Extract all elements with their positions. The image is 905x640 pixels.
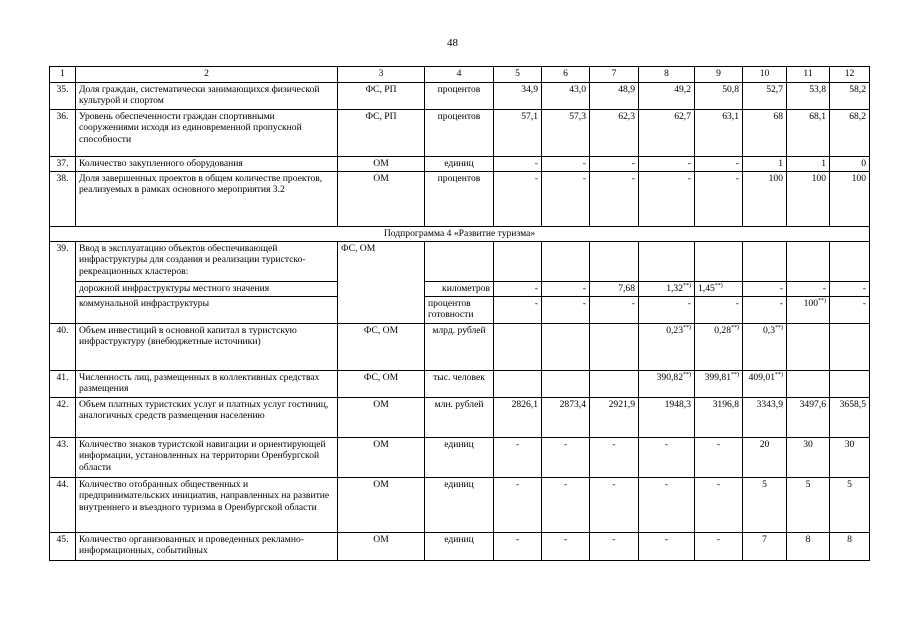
value-cell: 5 bbox=[787, 478, 830, 533]
unit: млн. рублей bbox=[425, 398, 494, 438]
source: ФС, ОМ bbox=[338, 324, 425, 371]
value-cell: - bbox=[590, 172, 639, 227]
value-cell: - bbox=[542, 297, 590, 324]
value-cell: - bbox=[743, 282, 787, 297]
value-text: 409,01 bbox=[748, 372, 775, 383]
source: ОМ bbox=[338, 438, 425, 478]
subprogram-title: Подпрограмма 4 «Развитие туризма» bbox=[50, 227, 870, 242]
value-cell: 30 bbox=[787, 438, 830, 478]
value-cell: 7,68 bbox=[590, 282, 639, 297]
value-cell: 63,1 bbox=[695, 110, 743, 157]
value-cell: 43,0 bbox=[542, 83, 590, 110]
subprogram-header-row bbox=[50, 227, 870, 242]
source: ФС, ОМ bbox=[338, 242, 425, 324]
row-number: 37. bbox=[50, 157, 76, 172]
value-cell: 7 bbox=[743, 533, 787, 561]
footnote-mark: **) bbox=[775, 371, 783, 378]
col-header: 8 bbox=[639, 67, 695, 83]
footnote-mark: **) bbox=[714, 282, 723, 289]
value-cell: 62,3 bbox=[590, 110, 639, 157]
value-cell: - bbox=[639, 533, 695, 561]
value-cell bbox=[639, 371, 695, 398]
value-cell: - bbox=[787, 282, 830, 297]
table-row bbox=[50, 398, 870, 438]
table-row bbox=[50, 242, 870, 282]
value-cell: - bbox=[494, 157, 542, 172]
row-number: 43. bbox=[50, 438, 76, 478]
value-cell: 3497,6 bbox=[787, 398, 830, 438]
table-row bbox=[50, 297, 870, 324]
table-row bbox=[50, 438, 870, 478]
value-cell: - bbox=[494, 282, 542, 297]
source: ОМ bbox=[338, 172, 425, 227]
row-number: 40. bbox=[50, 324, 76, 371]
col-header: 2 bbox=[76, 67, 338, 83]
empty-cell bbox=[787, 242, 830, 282]
col-header: 11 bbox=[787, 67, 830, 83]
value-cell: - bbox=[639, 172, 695, 227]
value-cell bbox=[639, 324, 695, 371]
empty-cell bbox=[695, 242, 743, 282]
value-cell: 2873,4 bbox=[542, 398, 590, 438]
indicator-name: Доля завершенных проектов в общем количестве проектов, реализуемых в рамках основного мероприятия 3.2 bbox=[76, 172, 338, 227]
table-row bbox=[50, 533, 870, 561]
value-cell: - bbox=[590, 438, 639, 478]
value-cell: - bbox=[494, 438, 542, 478]
value-cell: 1 bbox=[787, 157, 830, 172]
col-header: 10 bbox=[743, 67, 787, 83]
value-cell: - bbox=[590, 297, 639, 324]
value-cell: - bbox=[542, 533, 590, 561]
row-number: 42. bbox=[50, 398, 76, 438]
table-row bbox=[50, 110, 870, 157]
value-cell: 100 bbox=[787, 172, 830, 227]
empty-cell bbox=[590, 242, 639, 282]
empty-cell bbox=[494, 242, 542, 282]
indicator-name: Численность лиц, размещенных в коллективных средствах размещения bbox=[76, 371, 338, 398]
source: ФС, ОМ bbox=[338, 371, 425, 398]
source: ОМ bbox=[338, 398, 425, 438]
table-row bbox=[50, 371, 870, 398]
value-cell: 100 bbox=[830, 172, 870, 227]
indicator-name: Объем инвестиций в основной капитал в туристскую инфраструктуру (внебюджетные источники) bbox=[76, 324, 338, 371]
indicator-name: Ввод в эксплуатацию объектов обеспечивающей инфраструктуры для создания и реализации туристско-рекреационных кластеров: bbox=[76, 242, 338, 282]
footnote-mark: **) bbox=[683, 371, 691, 378]
value-cell bbox=[494, 324, 542, 371]
value-cell bbox=[542, 324, 590, 371]
unit: единиц bbox=[425, 478, 494, 533]
indicator-name: Объем платных туристских услуг и платных услуг гостиниц, аналогичных средств размещения населению bbox=[76, 398, 338, 438]
value-cell: 68,2 bbox=[830, 110, 870, 157]
value-cell: 8 bbox=[787, 533, 830, 561]
value-cell: - bbox=[590, 478, 639, 533]
unit: тыс. человек bbox=[425, 371, 494, 398]
value-cell bbox=[494, 371, 542, 398]
value-cell: 3343,9 bbox=[743, 398, 787, 438]
value-cell: - bbox=[639, 157, 695, 172]
unit: единиц bbox=[425, 157, 494, 172]
value-cell: 68,1 bbox=[787, 110, 830, 157]
value-cell: - bbox=[494, 478, 542, 533]
value-cell: 5 bbox=[743, 478, 787, 533]
value-cell: 3196,8 bbox=[695, 398, 743, 438]
value-text: 0,3 bbox=[763, 325, 775, 336]
value-cell bbox=[639, 282, 695, 297]
col-header: 12 bbox=[830, 67, 870, 83]
col-header: 7 bbox=[590, 67, 639, 83]
value-cell: - bbox=[639, 478, 695, 533]
value-cell: - bbox=[590, 157, 639, 172]
value-text: 0,28 bbox=[714, 325, 731, 336]
value-cell: - bbox=[695, 533, 743, 561]
indicator-name: Количество отобранных общественных и предпринимательских инициатив, направленных на развитие внутреннего и въездного туризма в Оренбургской области bbox=[76, 478, 338, 533]
value-cell bbox=[743, 324, 787, 371]
indicator-table bbox=[49, 66, 870, 561]
value-cell bbox=[830, 324, 870, 371]
value-cell bbox=[695, 282, 743, 297]
value-cell bbox=[787, 324, 830, 371]
value-cell: - bbox=[695, 478, 743, 533]
value-cell: - bbox=[494, 533, 542, 561]
row-number: 45. bbox=[50, 533, 76, 561]
value-cell: 34,9 bbox=[494, 83, 542, 110]
row-number: 39. bbox=[50, 242, 76, 324]
value-text: 1,32 bbox=[666, 283, 683, 294]
table-row bbox=[50, 478, 870, 533]
value-cell: 62,7 bbox=[639, 110, 695, 157]
value-cell: - bbox=[830, 282, 870, 297]
table-row bbox=[50, 172, 870, 227]
empty-cell bbox=[425, 242, 494, 282]
indicator-subname: дорожной инфраструктуры местного значения bbox=[76, 282, 338, 297]
col-header: 9 bbox=[695, 67, 743, 83]
footnote-mark: **) bbox=[731, 324, 739, 331]
value-cell: - bbox=[542, 172, 590, 227]
empty-cell bbox=[542, 242, 590, 282]
value-cell: - bbox=[639, 438, 695, 478]
empty-cell bbox=[639, 242, 695, 282]
row-number: 35. bbox=[50, 83, 76, 110]
value-cell bbox=[787, 371, 830, 398]
value-cell: 50,8 bbox=[695, 83, 743, 110]
source: ФС, РП bbox=[338, 110, 425, 157]
value-cell: - bbox=[695, 157, 743, 172]
value-cell: 58,2 bbox=[830, 83, 870, 110]
value-text: 399,81 bbox=[704, 372, 731, 383]
source: ОМ bbox=[338, 533, 425, 561]
value-cell bbox=[590, 324, 639, 371]
footnote-mark: **) bbox=[683, 282, 691, 289]
value-cell: 1 bbox=[743, 157, 787, 172]
indicator-subname: коммунальной инфраструктуры bbox=[76, 297, 338, 324]
value-cell: 30 bbox=[830, 438, 870, 478]
value-cell: - bbox=[695, 172, 743, 227]
value-cell bbox=[695, 324, 743, 371]
value-cell: - bbox=[639, 297, 695, 324]
row-number: 38. bbox=[50, 172, 76, 227]
value-cell: - bbox=[542, 478, 590, 533]
value-cell: - bbox=[494, 297, 542, 324]
value-cell: 5 bbox=[830, 478, 870, 533]
value-cell: - bbox=[590, 533, 639, 561]
value-cell: 68 bbox=[743, 110, 787, 157]
source: ОМ bbox=[338, 478, 425, 533]
value-cell: 0 bbox=[830, 157, 870, 172]
col-header: 1 bbox=[50, 67, 76, 83]
value-cell: 3658,5 bbox=[830, 398, 870, 438]
col-header: 3 bbox=[338, 67, 425, 83]
empty-cell bbox=[830, 242, 870, 282]
indicator-name: Доля граждан, систематически занимающихся физической культурой и спортом bbox=[76, 83, 338, 110]
row-number: 44. bbox=[50, 478, 76, 533]
col-header: 4 bbox=[425, 67, 494, 83]
value-cell bbox=[787, 297, 830, 324]
value-cell: - bbox=[494, 172, 542, 227]
value-cell bbox=[542, 371, 590, 398]
unit: единиц bbox=[425, 533, 494, 561]
value-text: 390,82 bbox=[656, 372, 683, 383]
unit: млрд. рублей bbox=[425, 324, 494, 371]
row-number: 41. bbox=[50, 371, 76, 398]
value-cell bbox=[590, 371, 639, 398]
empty-cell bbox=[743, 242, 787, 282]
unit: процентов bbox=[425, 83, 494, 110]
unit: процентов готовности bbox=[425, 297, 494, 324]
footnote-mark: **) bbox=[818, 297, 826, 304]
unit: единиц bbox=[425, 438, 494, 478]
value-cell: - bbox=[830, 297, 870, 324]
table-row bbox=[50, 324, 870, 371]
indicator-name: Количество организованных и проведенных рекламно-информационных, событийных bbox=[76, 533, 338, 561]
column-header-row bbox=[50, 67, 870, 83]
value-cell: 57,3 bbox=[542, 110, 590, 157]
page-number: 48 bbox=[447, 37, 458, 49]
value-cell: 48,9 bbox=[590, 83, 639, 110]
value-cell bbox=[743, 371, 787, 398]
value-text: 100 bbox=[803, 298, 818, 309]
table-row bbox=[50, 157, 870, 172]
footnote-mark: **) bbox=[775, 324, 783, 331]
value-cell: - bbox=[542, 157, 590, 172]
value-cell: 2826,1 bbox=[494, 398, 542, 438]
value-cell: 20 bbox=[743, 438, 787, 478]
footnote-mark: **) bbox=[683, 324, 691, 331]
value-cell bbox=[830, 371, 870, 398]
value-cell: 52,7 bbox=[743, 83, 787, 110]
value-cell: 57,1 bbox=[494, 110, 542, 157]
value-cell: - bbox=[743, 297, 787, 324]
value-cell bbox=[695, 371, 743, 398]
source: ФС, РП bbox=[338, 83, 425, 110]
footnote-mark: **) bbox=[731, 371, 739, 378]
indicator-name: Уровень обеспеченности граждан спортивными сооружениями исходя из единовременной пропускной способности bbox=[76, 110, 338, 157]
value-cell: - bbox=[542, 438, 590, 478]
value-cell: 53,8 bbox=[787, 83, 830, 110]
table-row bbox=[50, 83, 870, 110]
value-cell: - bbox=[542, 282, 590, 297]
col-header: 6 bbox=[542, 67, 590, 83]
value-cell: 2921,9 bbox=[590, 398, 639, 438]
value-cell: - bbox=[695, 297, 743, 324]
value-cell: 8 bbox=[830, 533, 870, 561]
unit: процентов bbox=[425, 110, 494, 157]
indicator-name: Количество закупленного оборудования bbox=[76, 157, 338, 172]
value-cell: - bbox=[695, 438, 743, 478]
source: ОМ bbox=[338, 157, 425, 172]
unit: процентов bbox=[425, 172, 494, 227]
value-cell: 49,2 bbox=[639, 83, 695, 110]
table-row bbox=[50, 282, 870, 297]
value-text: 0,23 bbox=[666, 325, 683, 336]
col-header: 5 bbox=[494, 67, 542, 83]
indicator-name: Количество знаков туристской навигации и ориентирующей информации, установленных на территории Оренбургской области bbox=[76, 438, 338, 478]
value-text: 1,45 bbox=[698, 283, 715, 294]
row-number: 36. bbox=[50, 110, 76, 157]
value-cell: 1948,3 bbox=[639, 398, 695, 438]
unit: километров bbox=[425, 282, 494, 297]
value-cell: 100 bbox=[743, 172, 787, 227]
